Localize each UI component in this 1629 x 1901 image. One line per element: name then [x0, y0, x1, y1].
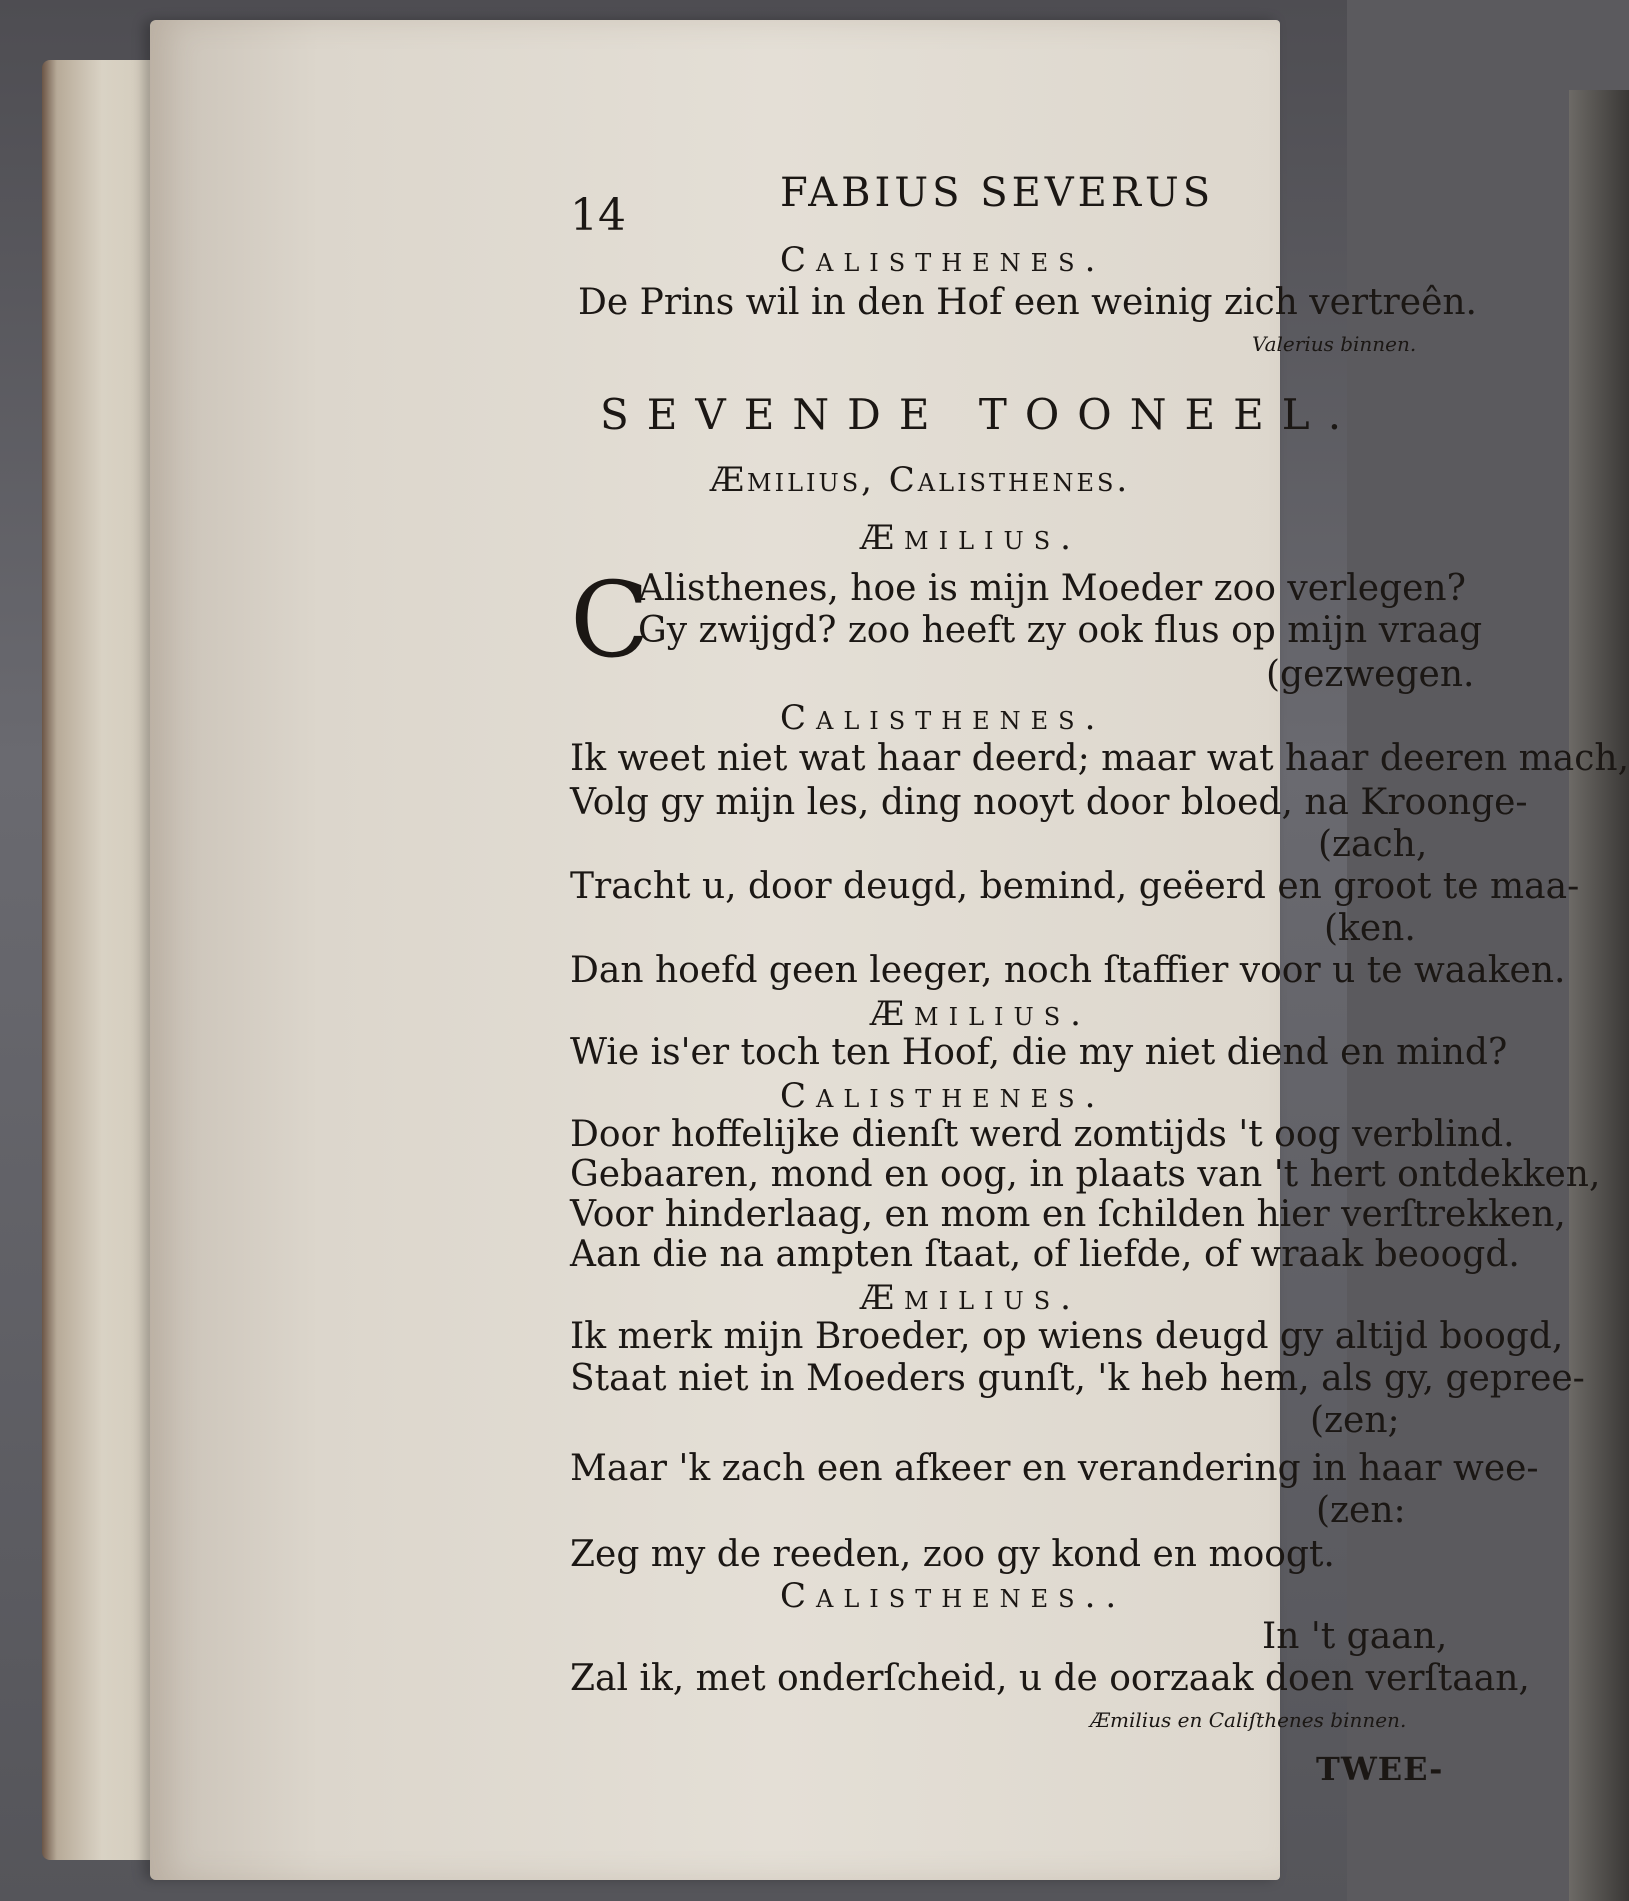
- verse-line: Dan hoefd geen leeger, noch ſtaffier voor u te waaken.: [570, 950, 1566, 991]
- verse-line: Door hoffelijke dienſt werd zomtijds 't oog verblind.: [570, 1114, 1515, 1155]
- verse-line-turnover: (zach,: [1318, 824, 1428, 865]
- verse-line: Staat niet in Moeders gunſt, 'k heb hem, als gy, gepree-: [570, 1358, 1585, 1399]
- verse-line: Wie is'er toch ten Hoof, die my niet diend en mind?: [570, 1032, 1508, 1073]
- speaker-heading: Calisthenes.: [780, 1076, 1106, 1116]
- verse-line: Zal ik, met onderſcheid, u de oorzaak doen verſtaan,: [570, 1658, 1530, 1699]
- facing-page-edge: [1569, 90, 1629, 1901]
- verse-line: Gebaaren, mond en oog, in plaats van 't hert ontdekken,: [570, 1154, 1601, 1195]
- speaker-heading: Calisthenes..: [780, 1576, 1127, 1616]
- scene-title: SEVENDE TOONEEL.: [600, 390, 1360, 439]
- verse-line-half: In 't gaan,: [1262, 1616, 1448, 1657]
- verse-line: Zeg my de reeden, zoo gy kond en moogt.: [570, 1534, 1335, 1575]
- speaker-heading: Æmilius.: [870, 994, 1091, 1034]
- speaker-heading: Æmilius.: [860, 518, 1081, 558]
- verse-line: Ik merk mijn Broeder, op wiens deugd gy altijd boogd,: [570, 1316, 1564, 1357]
- verse-line: Alisthenes, hoe is mijn Moeder zoo verlegen?: [638, 568, 1466, 609]
- running-head: FABIUS SEVERUS: [780, 170, 1215, 216]
- drop-cap: C: [570, 559, 650, 681]
- verse-line: De Prins wil in den Hof een weinig zich vertreên.: [578, 282, 1477, 323]
- verse-line: Gy zwijgd? zoo heeft zy ook flus op mijn vraag: [638, 610, 1483, 651]
- verse-line: Tracht u, door deugd, bemind, geëerd en groot te maa-: [570, 866, 1580, 907]
- verse-line: Maar 'k zach een afkeer en verandering in haar wee-: [570, 1448, 1539, 1489]
- verse-line-turnover: (zen;: [1310, 1400, 1400, 1441]
- verse-line-turnover: (gezwegen.: [1266, 654, 1475, 695]
- speaker-heading: Calisthenes.: [780, 698, 1106, 738]
- verse-line-turnover: (ken.: [1324, 908, 1416, 949]
- speaker-heading: Calisthenes.: [780, 240, 1106, 280]
- scene-characters: Æmilius, Calisthenes.: [710, 460, 1131, 500]
- stage-direction: Æmilius en Caliſthenes binnen.: [1090, 1708, 1407, 1732]
- verse-line: Volg gy mijn les, ding nooyt door bloed, na Kroonge-: [570, 782, 1528, 823]
- verse-line: Voor hinderlaag, en mom en ſchilden hier verſtrekken,: [570, 1194, 1566, 1235]
- stage-direction: Valerius binnen.: [1252, 332, 1417, 356]
- verse-line: Aan die na ampten ſtaat, of liefde, of wraak beoogd.: [570, 1234, 1520, 1275]
- speaker-heading: Æmilius.: [860, 1278, 1081, 1318]
- verse-line-turnover: (zen:: [1316, 1490, 1406, 1531]
- verse-line: Ik weet niet wat haar deerd; maar wat haar deeren mach,: [570, 738, 1629, 779]
- page-number: 14: [570, 190, 626, 241]
- book-page: [150, 20, 1629, 1880]
- catchword: TWEE-: [1316, 1750, 1444, 1788]
